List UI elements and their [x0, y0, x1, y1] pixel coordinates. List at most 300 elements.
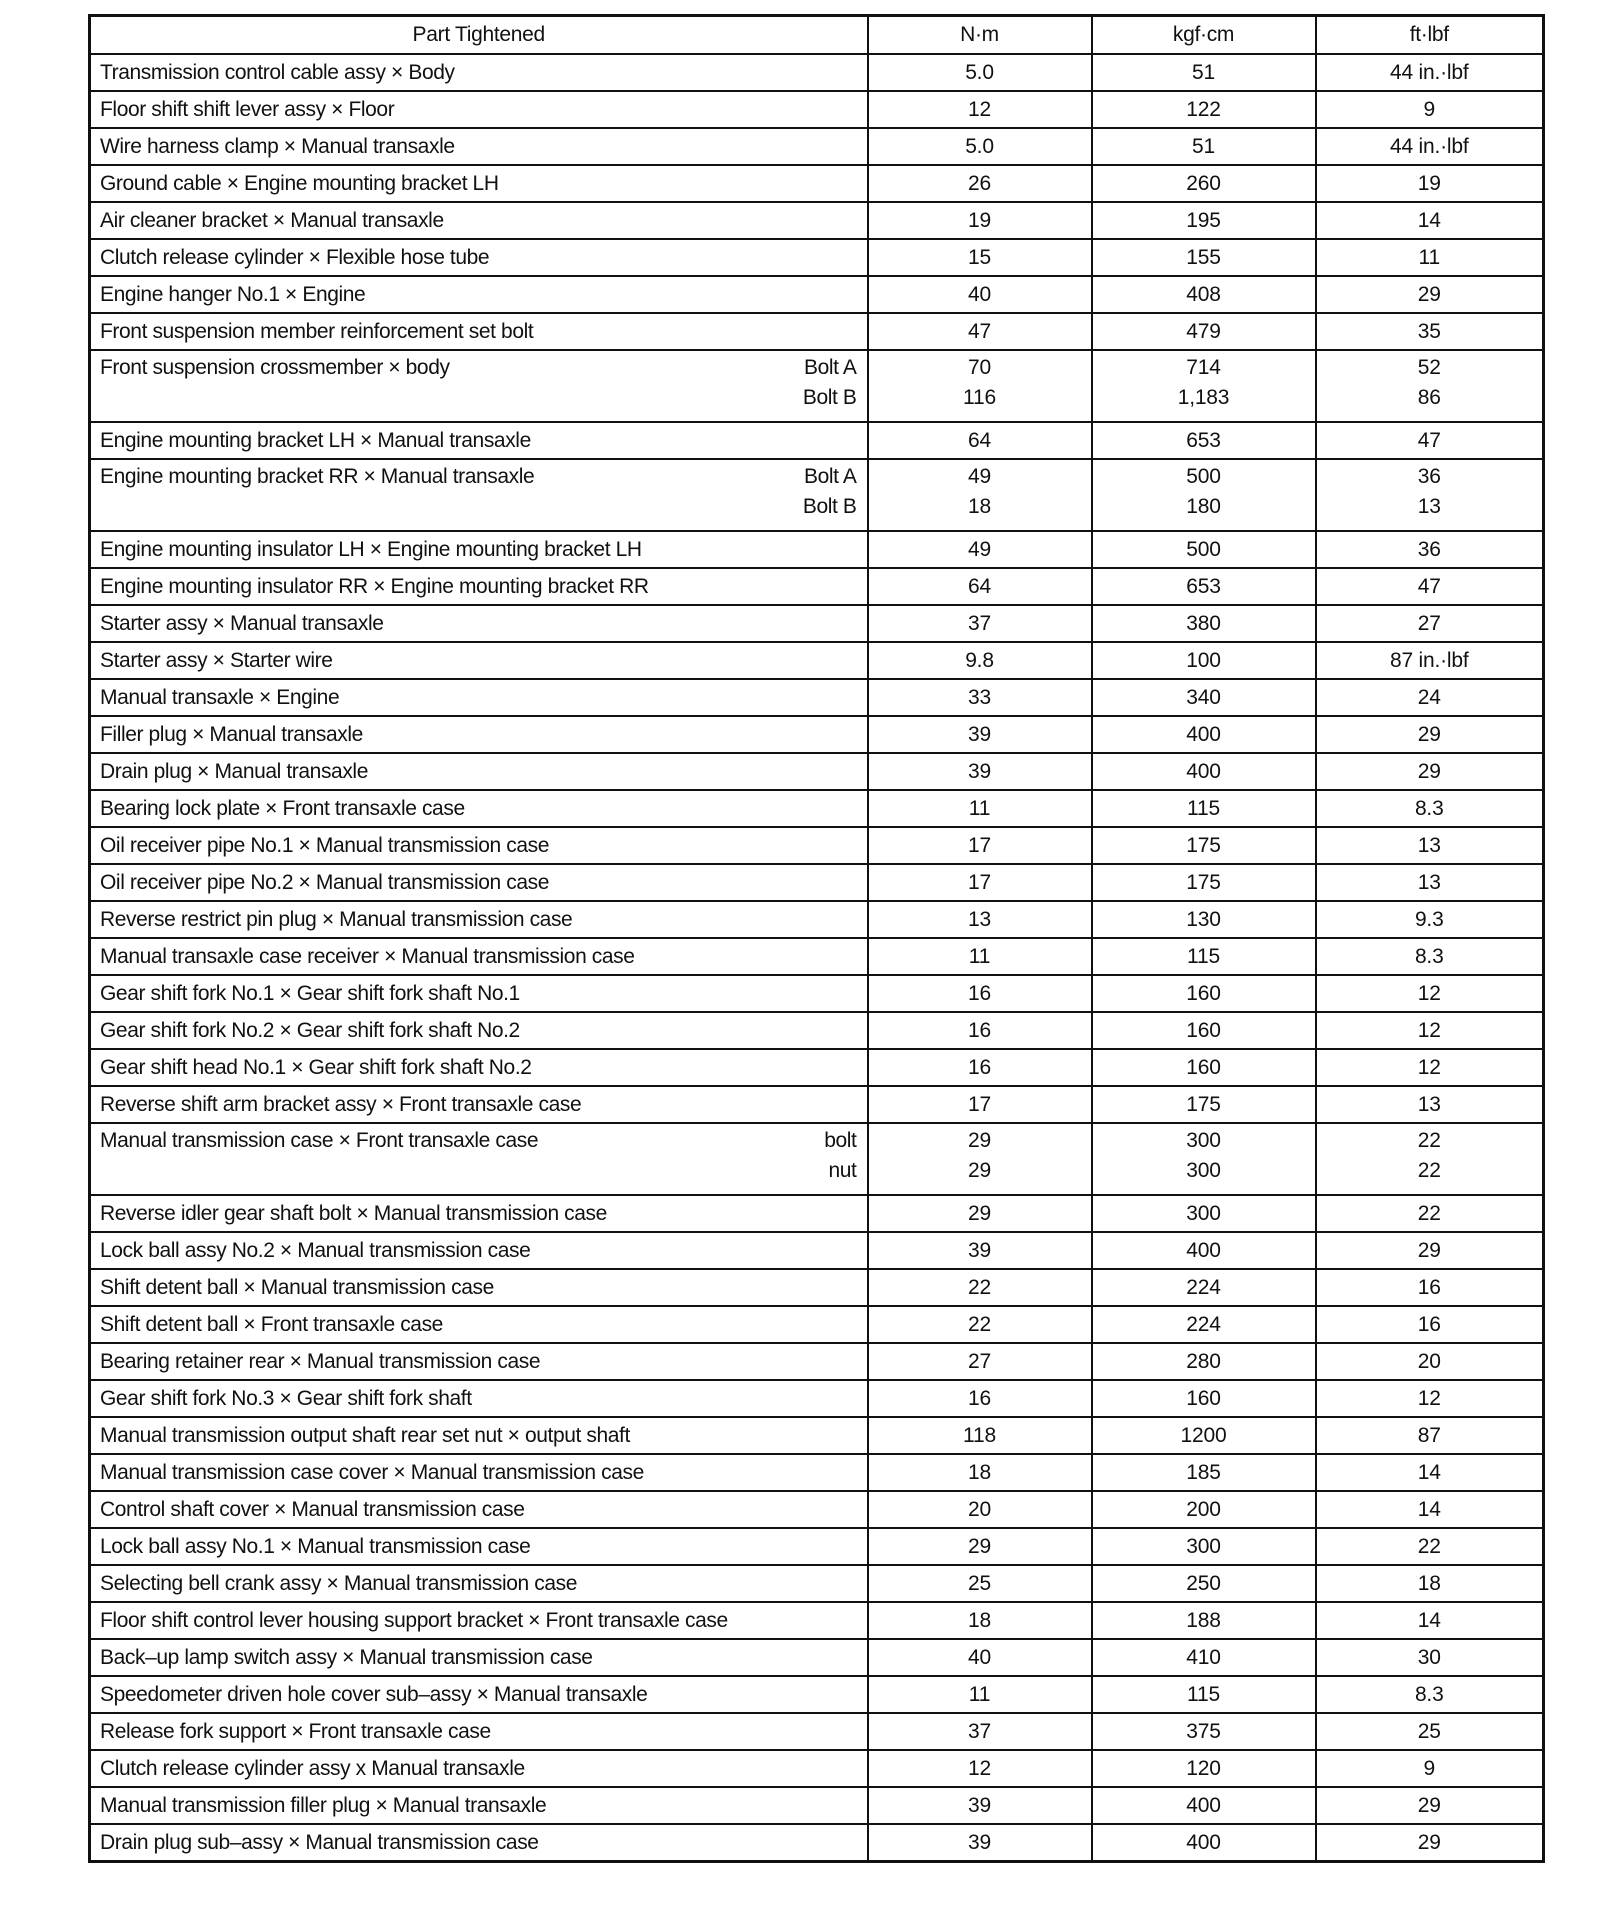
part-tightened-cell [90, 827, 868, 864]
part-name: Clutch release cylinder × Flexible hose tube [100, 246, 490, 269]
kgfcm-value-cell: 185 [1092, 1454, 1316, 1491]
ftlbf-value-cell: 22 [1316, 1528, 1544, 1565]
nm-value-cell: 49 [868, 531, 1092, 568]
ftlbf-value-cell [1316, 350, 1544, 422]
part-name: Front suspension crossmember × body [100, 356, 450, 379]
part-tightened-cell [90, 1454, 868, 1491]
ftlbf-value-cell: 29 [1316, 1232, 1544, 1269]
nm-value-cell: 25 [868, 1565, 1092, 1602]
part-name: Reverse shift arm bracket assy × Front transaxle case [100, 1093, 582, 1116]
ftlbf-value-cell: 47 [1316, 568, 1544, 605]
nm-value: 70 [968, 356, 991, 379]
kgfcm-value: 180 [1186, 495, 1221, 518]
part-tightened-cell [90, 1713, 868, 1750]
kgfcm-value-cell: 500 [1092, 531, 1316, 568]
table-row [90, 938, 1544, 975]
kgfcm-value-cell: 380 [1092, 605, 1316, 642]
part-tightened-cell [90, 790, 868, 827]
part-name: Clutch release cylinder assy x Manual transaxle [100, 1757, 525, 1780]
ftlbf-value-cell: 9.3 [1316, 901, 1544, 938]
nm-value-cell: 29 [868, 1195, 1092, 1232]
table-row [90, 239, 1544, 276]
kgfcm-value-cell: 160 [1092, 975, 1316, 1012]
part-name: Selecting bell crank assy × Manual transmission case [100, 1572, 578, 1595]
ftlbf-value-cell: 47 [1316, 422, 1544, 459]
nm-value-cell [868, 350, 1092, 422]
table-row [90, 1824, 1544, 1862]
part-tightened-cell [90, 1602, 868, 1639]
part-tightened-cell [90, 938, 868, 975]
part-tightened-cell [90, 716, 868, 753]
ftlbf-value-cell: 25 [1316, 1713, 1544, 1750]
table-row [90, 202, 1544, 239]
nm-value-cell: 22 [868, 1306, 1092, 1343]
kgfcm-value: 1,183 [1177, 386, 1230, 409]
table-row [90, 1343, 1544, 1380]
ftlbf-value-cell: 12 [1316, 1012, 1544, 1049]
fastener-label: Bolt B [802, 386, 857, 409]
nm-value-cell: 17 [868, 864, 1092, 901]
nm-value-cell: 9.8 [868, 642, 1092, 679]
part-tightened-cell [90, 1639, 868, 1676]
table-row [90, 827, 1544, 864]
part-tightened-cell [90, 1086, 868, 1123]
ftlbf-value: 22 [1417, 1159, 1441, 1182]
ftlbf-value-cell: 44 in.·lbf [1316, 128, 1544, 165]
kgfcm-value-cell: 653 [1092, 422, 1316, 459]
nm-value-cell: 64 [868, 568, 1092, 605]
table-row [90, 350, 1544, 422]
ftlbf-value-cell: 29 [1316, 753, 1544, 790]
nm-value: 29 [968, 1129, 991, 1152]
nm-value-cell: 47 [868, 313, 1092, 350]
table-row [90, 1012, 1544, 1049]
fastener-labels [803, 462, 857, 522]
ftlbf-value: 52 [1417, 356, 1441, 379]
nm-value-cell: 5.0 [868, 128, 1092, 165]
nm-value-cell: 5.0 [868, 54, 1092, 91]
nm-value-cell: 40 [868, 276, 1092, 313]
part-tightened-cell [90, 239, 868, 276]
part-name: Reverse restrict pin plug × Manual transmission case [100, 908, 573, 931]
table-row [90, 1676, 1544, 1713]
kgfcm-value-cell: 250 [1092, 1565, 1316, 1602]
kgfcm-value-cell: 224 [1092, 1269, 1316, 1306]
part-name: Gear shift head No.1 × Gear shift fork shaft No.2 [100, 1056, 532, 1079]
part-name: Starter assy × Starter wire [100, 649, 333, 672]
kgfcm-value-cell: 200 [1092, 1491, 1316, 1528]
table-row [90, 790, 1544, 827]
table-row [90, 1528, 1544, 1565]
table-row [90, 1565, 1544, 1602]
ftlbf-value: 13 [1417, 495, 1441, 518]
kgfcm-value-cell: 175 [1092, 864, 1316, 901]
part-tightened-cell [90, 422, 868, 459]
nm-value-cell: 11 [868, 790, 1092, 827]
ftlbf-value-cell: 87 in.·lbf [1316, 642, 1544, 679]
table-row [90, 128, 1544, 165]
table-row [90, 1602, 1544, 1639]
kgfcm-value-cell: 115 [1092, 1676, 1316, 1713]
nm-value-cell [868, 1123, 1092, 1195]
kgfcm-value-cell: 195 [1092, 202, 1316, 239]
part-name: Floor shift control lever housing support bracket × Front transaxle case [100, 1609, 728, 1632]
nm-value-cell: 33 [868, 679, 1092, 716]
ftlbf-value-cell: 29 [1316, 716, 1544, 753]
table-row [90, 91, 1544, 128]
part-name: Starter assy × Manual transaxle [100, 612, 384, 635]
table-row [90, 1491, 1544, 1528]
part-tightened-cell [90, 350, 868, 422]
part-tightened-cell [90, 1824, 868, 1862]
part-tightened-cell [90, 1787, 868, 1824]
nm-value-cell: 12 [868, 91, 1092, 128]
table-body [90, 54, 1544, 1862]
kgfcm-value-cell [1092, 1123, 1316, 1195]
ftlbf-value-cell: 16 [1316, 1306, 1544, 1343]
part-name: Oil receiver pipe No.2 × Manual transmission case [100, 871, 550, 894]
table-row [90, 568, 1544, 605]
ftlbf-value-cell: 12 [1316, 1380, 1544, 1417]
ftlbf-value-cell: 16 [1316, 1269, 1544, 1306]
part-name: Reverse idler gear shaft bolt × Manual transmission case [100, 1202, 607, 1225]
kgfcm-value-cell: 51 [1092, 54, 1316, 91]
nm-value-cell: 64 [868, 422, 1092, 459]
ftlbf-value-cell: 44 in.·lbf [1316, 54, 1544, 91]
ftlbf-value-cell: 13 [1316, 1086, 1544, 1123]
ftlbf-value: 36 [1417, 465, 1441, 488]
torque-spec-table [88, 14, 1545, 1863]
ftlbf-value: 22 [1417, 1129, 1441, 1152]
ftlbf-value-cell: 8.3 [1316, 1676, 1544, 1713]
kgfcm-value-cell: 122 [1092, 91, 1316, 128]
kgfcm-value-cell: 160 [1092, 1380, 1316, 1417]
table-row [90, 605, 1544, 642]
ftlbf-value-cell: 8.3 [1316, 790, 1544, 827]
kgfcm-value-cell: 175 [1092, 1086, 1316, 1123]
ftlbf-value-cell: 35 [1316, 313, 1544, 350]
part-name: Bearing lock plate × Front transaxle case [100, 797, 465, 820]
nm-value-cell: 12 [868, 1750, 1092, 1787]
kgfcm-value-cell: 175 [1092, 827, 1316, 864]
part-name: Wire harness clamp × Manual transaxle [100, 135, 455, 158]
ftlbf-value-cell: 30 [1316, 1639, 1544, 1676]
nm-value: 116 [963, 386, 996, 409]
part-name: Control shaft cover × Manual transmission case [100, 1498, 525, 1521]
nm-value-cell: 15 [868, 239, 1092, 276]
part-tightened-cell [90, 975, 868, 1012]
table-row [90, 1750, 1544, 1787]
nm-value-cell: 19 [868, 202, 1092, 239]
part-name: Manual transaxle case receiver × Manual transmission case [100, 945, 635, 968]
part-tightened-cell [90, 679, 868, 716]
kgfcm-value-cell: 51 [1092, 128, 1316, 165]
part-name: Release fork support × Front transaxle case [100, 1720, 491, 1743]
nm-value-cell [868, 459, 1092, 531]
part-tightened-cell [90, 1380, 868, 1417]
part-name: Engine mounting insulator RR × Engine mounting bracket RR [100, 575, 649, 598]
table-row [90, 1195, 1544, 1232]
nm-value-cell: 17 [868, 1086, 1092, 1123]
part-name: Shift detent ball × Front transaxle case [100, 1313, 443, 1336]
part-tightened-cell [90, 1528, 868, 1565]
kgfcm-value: 300 [1186, 1129, 1221, 1152]
nm-value-cell: 13 [868, 901, 1092, 938]
table-row [90, 1232, 1544, 1269]
table-row [90, 1086, 1544, 1123]
part-name: Drain plug × Manual transaxle [100, 760, 368, 783]
kgfcm-value-cell: 408 [1092, 276, 1316, 313]
nm-value-cell: 22 [868, 1269, 1092, 1306]
nm-value-cell: 27 [868, 1343, 1092, 1380]
kgfcm-value-cell: 160 [1092, 1012, 1316, 1049]
nm-value-cell: 11 [868, 1676, 1092, 1713]
ftlbf-value-cell: 19 [1316, 165, 1544, 202]
ftlbf-value-cell: 29 [1316, 1787, 1544, 1824]
table-row [90, 276, 1544, 313]
part-name: Lock ball assy No.2 × Manual transmission case [100, 1239, 531, 1262]
nm-value-cell: 118 [868, 1417, 1092, 1454]
part-tightened-cell [90, 642, 868, 679]
kgfcm-value-cell: 479 [1092, 313, 1316, 350]
kgfcm-value-cell: 188 [1092, 1602, 1316, 1639]
kgfcm-value: 300 [1186, 1159, 1221, 1182]
part-tightened-cell [90, 1123, 868, 1195]
header-part-tightened: Part Tightened [90, 16, 868, 55]
nm-value-cell: 16 [868, 1012, 1092, 1049]
header-nm: N·m [868, 16, 1092, 55]
table-row [90, 679, 1544, 716]
part-tightened-cell [90, 1491, 868, 1528]
part-name: Filler plug × Manual transaxle [100, 723, 363, 746]
nm-value-cell: 37 [868, 1713, 1092, 1750]
part-tightened-cell [90, 531, 868, 568]
kgfcm-value-cell: 400 [1092, 753, 1316, 790]
ftlbf-value: 86 [1417, 386, 1441, 409]
part-tightened-cell [90, 1195, 868, 1232]
part-tightened-cell [90, 165, 868, 202]
kgfcm-value-cell: 400 [1092, 716, 1316, 753]
nm-value-cell: 18 [868, 1602, 1092, 1639]
ftlbf-value-cell: 9 [1316, 91, 1544, 128]
part-name: Engine hanger No.1 × Engine [100, 283, 366, 306]
part-tightened-cell [90, 1676, 868, 1713]
kgfcm-value-cell: 130 [1092, 901, 1316, 938]
part-tightened-cell [90, 1565, 868, 1602]
kgfcm-value-cell: 410 [1092, 1639, 1316, 1676]
kgfcm-value-cell: 120 [1092, 1750, 1316, 1787]
part-tightened-cell [90, 864, 868, 901]
part-tightened-cell [90, 901, 868, 938]
ftlbf-value-cell: 18 [1316, 1565, 1544, 1602]
nm-value-cell: 17 [868, 827, 1092, 864]
part-tightened-cell [90, 605, 868, 642]
part-name: Drain plug sub–assy × Manual transmission case [100, 1831, 539, 1854]
kgfcm-value-cell: 300 [1092, 1528, 1316, 1565]
nm-value-cell: 20 [868, 1491, 1092, 1528]
kgfcm-value-cell: 224 [1092, 1306, 1316, 1343]
part-tightened-cell [90, 276, 868, 313]
nm-value-cell: 39 [868, 716, 1092, 753]
table-row [90, 531, 1544, 568]
part-name: Floor shift shift lever assy × Floor [100, 98, 395, 121]
part-tightened-cell [90, 54, 868, 91]
ftlbf-value-cell: 14 [1316, 1454, 1544, 1491]
part-name: Bearing retainer rear × Manual transmission case [100, 1350, 541, 1373]
nm-value-cell: 16 [868, 975, 1092, 1012]
table-row [90, 1417, 1544, 1454]
fastener-label: Bolt A [804, 356, 857, 379]
ftlbf-value-cell: 24 [1316, 679, 1544, 716]
table-row [90, 1269, 1544, 1306]
fastener-label: nut [828, 1159, 857, 1182]
table-row [90, 1787, 1544, 1824]
ftlbf-value-cell: 14 [1316, 1491, 1544, 1528]
part-name: Front suspension member reinforcement set bolt [100, 320, 534, 343]
kgfcm-value-cell: 260 [1092, 165, 1316, 202]
fastener-label: Bolt B [802, 495, 857, 518]
part-tightened-cell [90, 91, 868, 128]
table-row [90, 422, 1544, 459]
ftlbf-value-cell: 20 [1316, 1343, 1544, 1380]
ftlbf-value-cell: 29 [1316, 1824, 1544, 1862]
header-ftlbf: ft·lbf [1316, 16, 1544, 55]
part-tightened-cell [90, 459, 868, 531]
kgfcm-value: 500 [1186, 465, 1221, 488]
nm-value-cell: 39 [868, 1787, 1092, 1824]
ftlbf-value-cell: 14 [1316, 202, 1544, 239]
table-row [90, 975, 1544, 1012]
table-row [90, 1639, 1544, 1676]
table-row [90, 901, 1544, 938]
table-row [90, 1123, 1544, 1195]
part-tightened-cell [90, 1750, 868, 1787]
part-name: Gear shift fork No.2 × Gear shift fork shaft No.2 [100, 1019, 520, 1042]
table-row [90, 1049, 1544, 1086]
ftlbf-value-cell: 36 [1316, 531, 1544, 568]
table-row [90, 313, 1544, 350]
part-name: Engine mounting bracket LH × Manual transaxle [100, 429, 531, 452]
part-tightened-cell [90, 1269, 868, 1306]
part-name: Gear shift fork No.3 × Gear shift fork shaft [100, 1387, 472, 1410]
table-row [90, 753, 1544, 790]
ftlbf-value-cell: 9 [1316, 1750, 1544, 1787]
part-tightened-cell [90, 1306, 868, 1343]
table-row [90, 165, 1544, 202]
table-row [90, 642, 1544, 679]
kgfcm-value: 714 [1186, 356, 1221, 379]
part-tightened-cell [90, 1049, 868, 1086]
nm-value-cell: 18 [868, 1454, 1092, 1491]
nm-value-cell: 16 [868, 1380, 1092, 1417]
ftlbf-value-cell: 87 [1316, 1417, 1544, 1454]
table-row [90, 459, 1544, 531]
kgfcm-value-cell: 400 [1092, 1824, 1316, 1862]
part-name: Back–up lamp switch assy × Manual transmission case [100, 1646, 593, 1669]
table-row [90, 1454, 1544, 1491]
nm-value-cell: 29 [868, 1528, 1092, 1565]
kgfcm-value-cell: 115 [1092, 790, 1316, 827]
ftlbf-value-cell: 27 [1316, 605, 1544, 642]
ftlbf-value-cell [1316, 1123, 1544, 1195]
part-name: Engine mounting insulator LH × Engine mounting bracket LH [100, 538, 642, 561]
part-name: Transmission control cable assy × Body [100, 61, 455, 84]
table-row [90, 54, 1544, 91]
kgfcm-value-cell: 400 [1092, 1232, 1316, 1269]
part-name: Oil receiver pipe No.1 × Manual transmission case [100, 834, 550, 857]
part-tightened-cell [90, 1417, 868, 1454]
ftlbf-value-cell [1316, 459, 1544, 531]
kgfcm-value-cell: 400 [1092, 1787, 1316, 1824]
nm-value-cell: 39 [868, 1232, 1092, 1269]
table-row [90, 1306, 1544, 1343]
part-name: Air cleaner bracket × Manual transaxle [100, 209, 444, 232]
part-tightened-cell [90, 202, 868, 239]
table-row [90, 1713, 1544, 1750]
nm-value-cell: 40 [868, 1639, 1092, 1676]
part-name: Manual transmission filler plug × Manual transaxle [100, 1794, 547, 1817]
nm-value-cell: 16 [868, 1049, 1092, 1086]
ftlbf-value-cell: 13 [1316, 827, 1544, 864]
ftlbf-value-cell: 12 [1316, 1049, 1544, 1086]
nm-value-cell: 11 [868, 938, 1092, 975]
kgfcm-value-cell: 100 [1092, 642, 1316, 679]
fastener-labels [824, 1126, 856, 1186]
kgfcm-value-cell [1092, 459, 1316, 531]
kgfcm-value-cell: 1200 [1092, 1417, 1316, 1454]
ftlbf-value-cell: 14 [1316, 1602, 1544, 1639]
part-tightened-cell [90, 568, 868, 605]
table-row [90, 864, 1544, 901]
part-tightened-cell [90, 313, 868, 350]
kgfcm-value-cell: 115 [1092, 938, 1316, 975]
header-row [90, 16, 1544, 55]
kgfcm-value-cell: 340 [1092, 679, 1316, 716]
part-name: Manual transmission case cover × Manual transmission case [100, 1461, 644, 1484]
part-name: Ground cable × Engine mounting bracket LH [100, 172, 499, 195]
table-row [90, 716, 1544, 753]
part-tightened-cell [90, 1343, 868, 1380]
nm-value-cell: 37 [868, 605, 1092, 642]
kgfcm-value-cell: 653 [1092, 568, 1316, 605]
part-name: Shift detent ball × Manual transmission case [100, 1276, 494, 1299]
part-tightened-cell [90, 128, 868, 165]
ftlbf-value-cell: 11 [1316, 239, 1544, 276]
ftlbf-value-cell: 22 [1316, 1195, 1544, 1232]
header-kgfcm: kgf·cm [1092, 16, 1316, 55]
part-name: Speedometer driven hole cover sub–assy × Manual transaxle [100, 1683, 648, 1706]
fastener-labels [803, 353, 857, 413]
nm-value-cell: 39 [868, 753, 1092, 790]
kgfcm-value-cell: 280 [1092, 1343, 1316, 1380]
nm-value-cell: 39 [868, 1824, 1092, 1862]
fastener-label: Bolt A [804, 465, 857, 488]
kgfcm-value-cell [1092, 350, 1316, 422]
part-name: Manual transaxle × Engine [100, 686, 340, 709]
fastener-label: bolt [824, 1129, 857, 1152]
nm-value: 18 [968, 495, 991, 518]
kgfcm-value-cell: 155 [1092, 239, 1316, 276]
part-tightened-cell [90, 753, 868, 790]
part-name: Manual transmission output shaft rear set nut × output shaft [100, 1424, 630, 1447]
nm-value: 49 [968, 465, 991, 488]
kgfcm-value-cell: 160 [1092, 1049, 1316, 1086]
ftlbf-value-cell: 29 [1316, 276, 1544, 313]
kgfcm-value-cell: 375 [1092, 1713, 1316, 1750]
ftlbf-value-cell: 12 [1316, 975, 1544, 1012]
part-tightened-cell [90, 1012, 868, 1049]
nm-value-cell: 26 [868, 165, 1092, 202]
